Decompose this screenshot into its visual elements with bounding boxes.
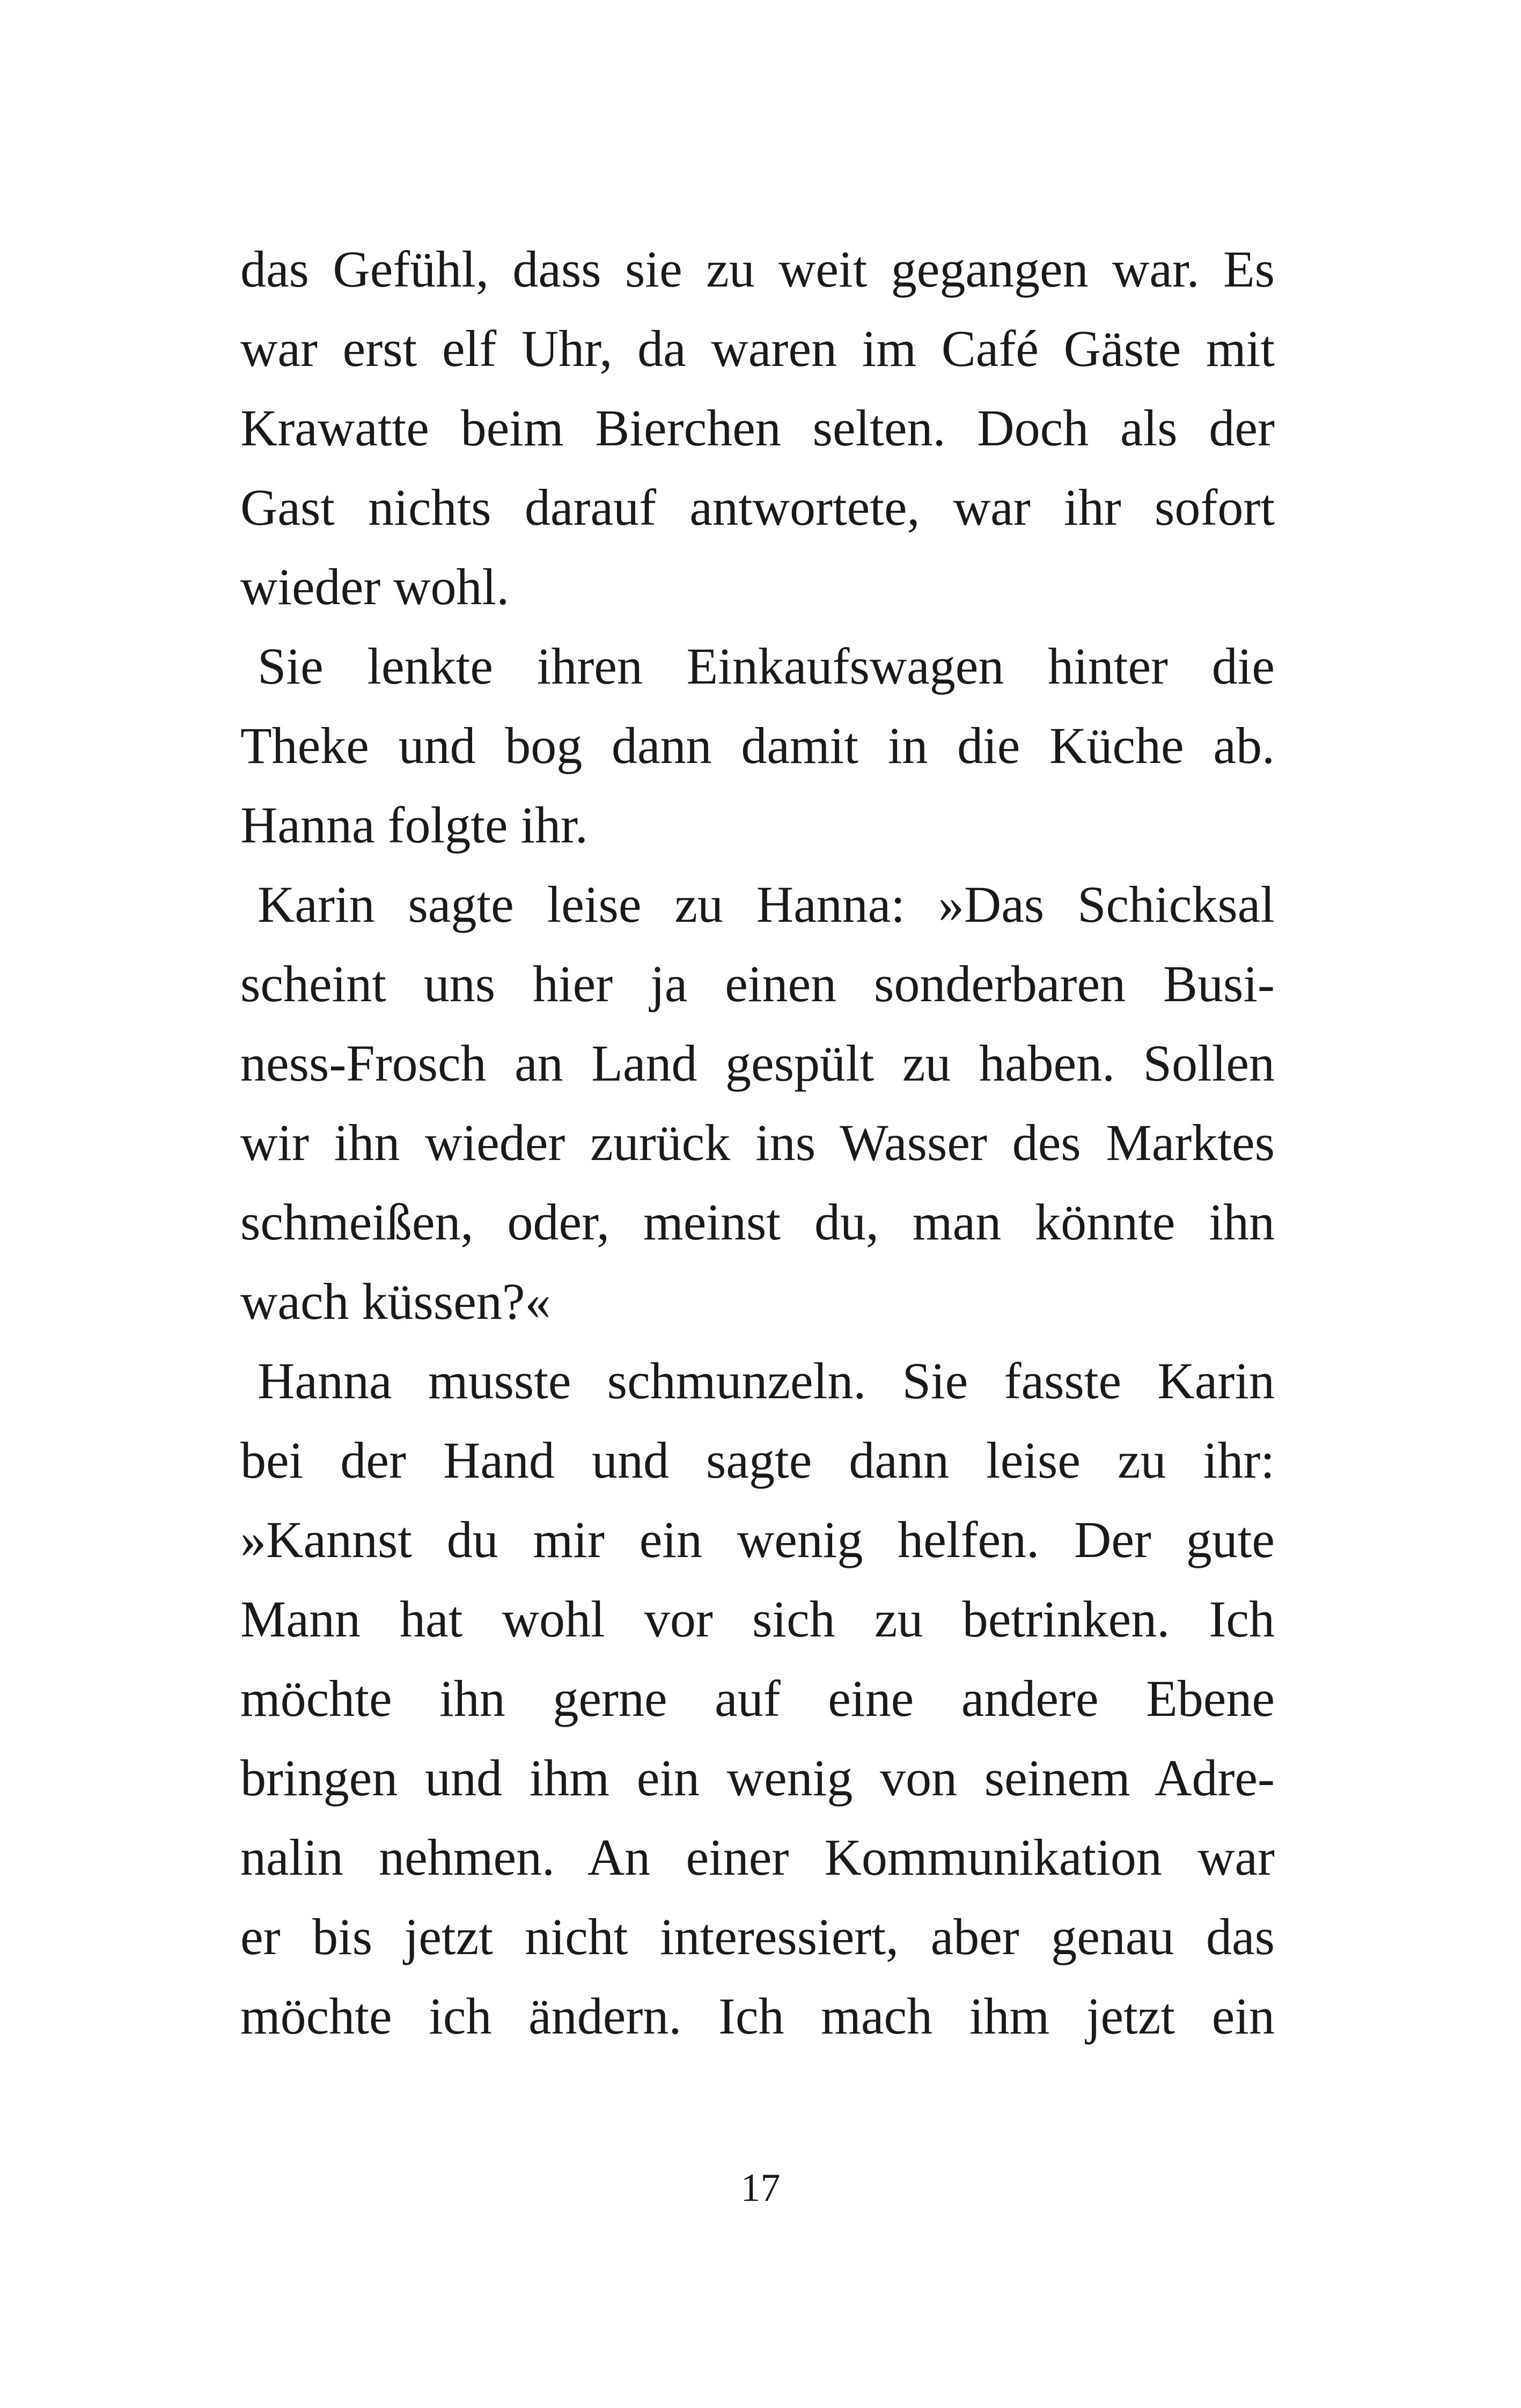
text-line: möchte ihn gerne auf eine andere Ebene [240,1670,1275,1727]
text-line: Theke und bog dann damit in die Küche ab. [240,717,1275,774]
text-line: Mann hat wohl vor sich zu betrinken. Ich [240,1590,1275,1648]
text-line: Karin sagte leise zu Hanna: »Das Schicksal [258,876,1275,933]
text-line: Hanna musste schmunzeln. Sie fasste Karin [258,1352,1275,1409]
text-line: »Kannst du mir ein wenig helfen. Der gute [240,1511,1275,1568]
body-text [240,230,1275,2056]
text-line: Gast nichts darauf antwortete, war ihr sofort [240,479,1275,536]
text-line: das Gefühl, dass sie zu weit gegangen war. Es [240,240,1275,298]
text-line: war erst elf Uhr, da waren im Café Gäste mit [240,320,1275,377]
text-line: Krawatte beim Bierchen selten. Doch als der [240,399,1275,457]
text-line: scheint uns hier ja einen sonderbaren Busi- [240,955,1275,1012]
text-line: ness-Frosch an Land gespült zu haben. Sollen [240,1034,1275,1092]
page-number: 17 [740,2166,781,2210]
text-line: wach küssen?« [240,1273,551,1330]
text-line: bringen und ihm ein wenig von seinem Adre- [240,1749,1275,1807]
text-line: schmeißen, oder, meinst du, man könnte ihn [240,1193,1275,1251]
text-line: wir ihn wieder zurück ins Wasser des Marktes [240,1114,1275,1171]
text-line: möchte ich ändern. Ich mach ihm jetzt ein [240,1987,1275,2045]
text-line: bei der Hand und sagte dann leise zu ihr: [240,1431,1275,1489]
text-line: Hanna folgte ihr. [240,796,588,854]
text-line: Sie lenkte ihren Einkaufswagen hinter die [258,637,1275,695]
text-line: nalin nehmen. An einer Kommunikation war [240,1829,1275,1886]
text-line: wieder wohl. [240,558,510,615]
text-line: er bis jetzt nicht interessiert, aber genau das [240,1908,1275,1965]
